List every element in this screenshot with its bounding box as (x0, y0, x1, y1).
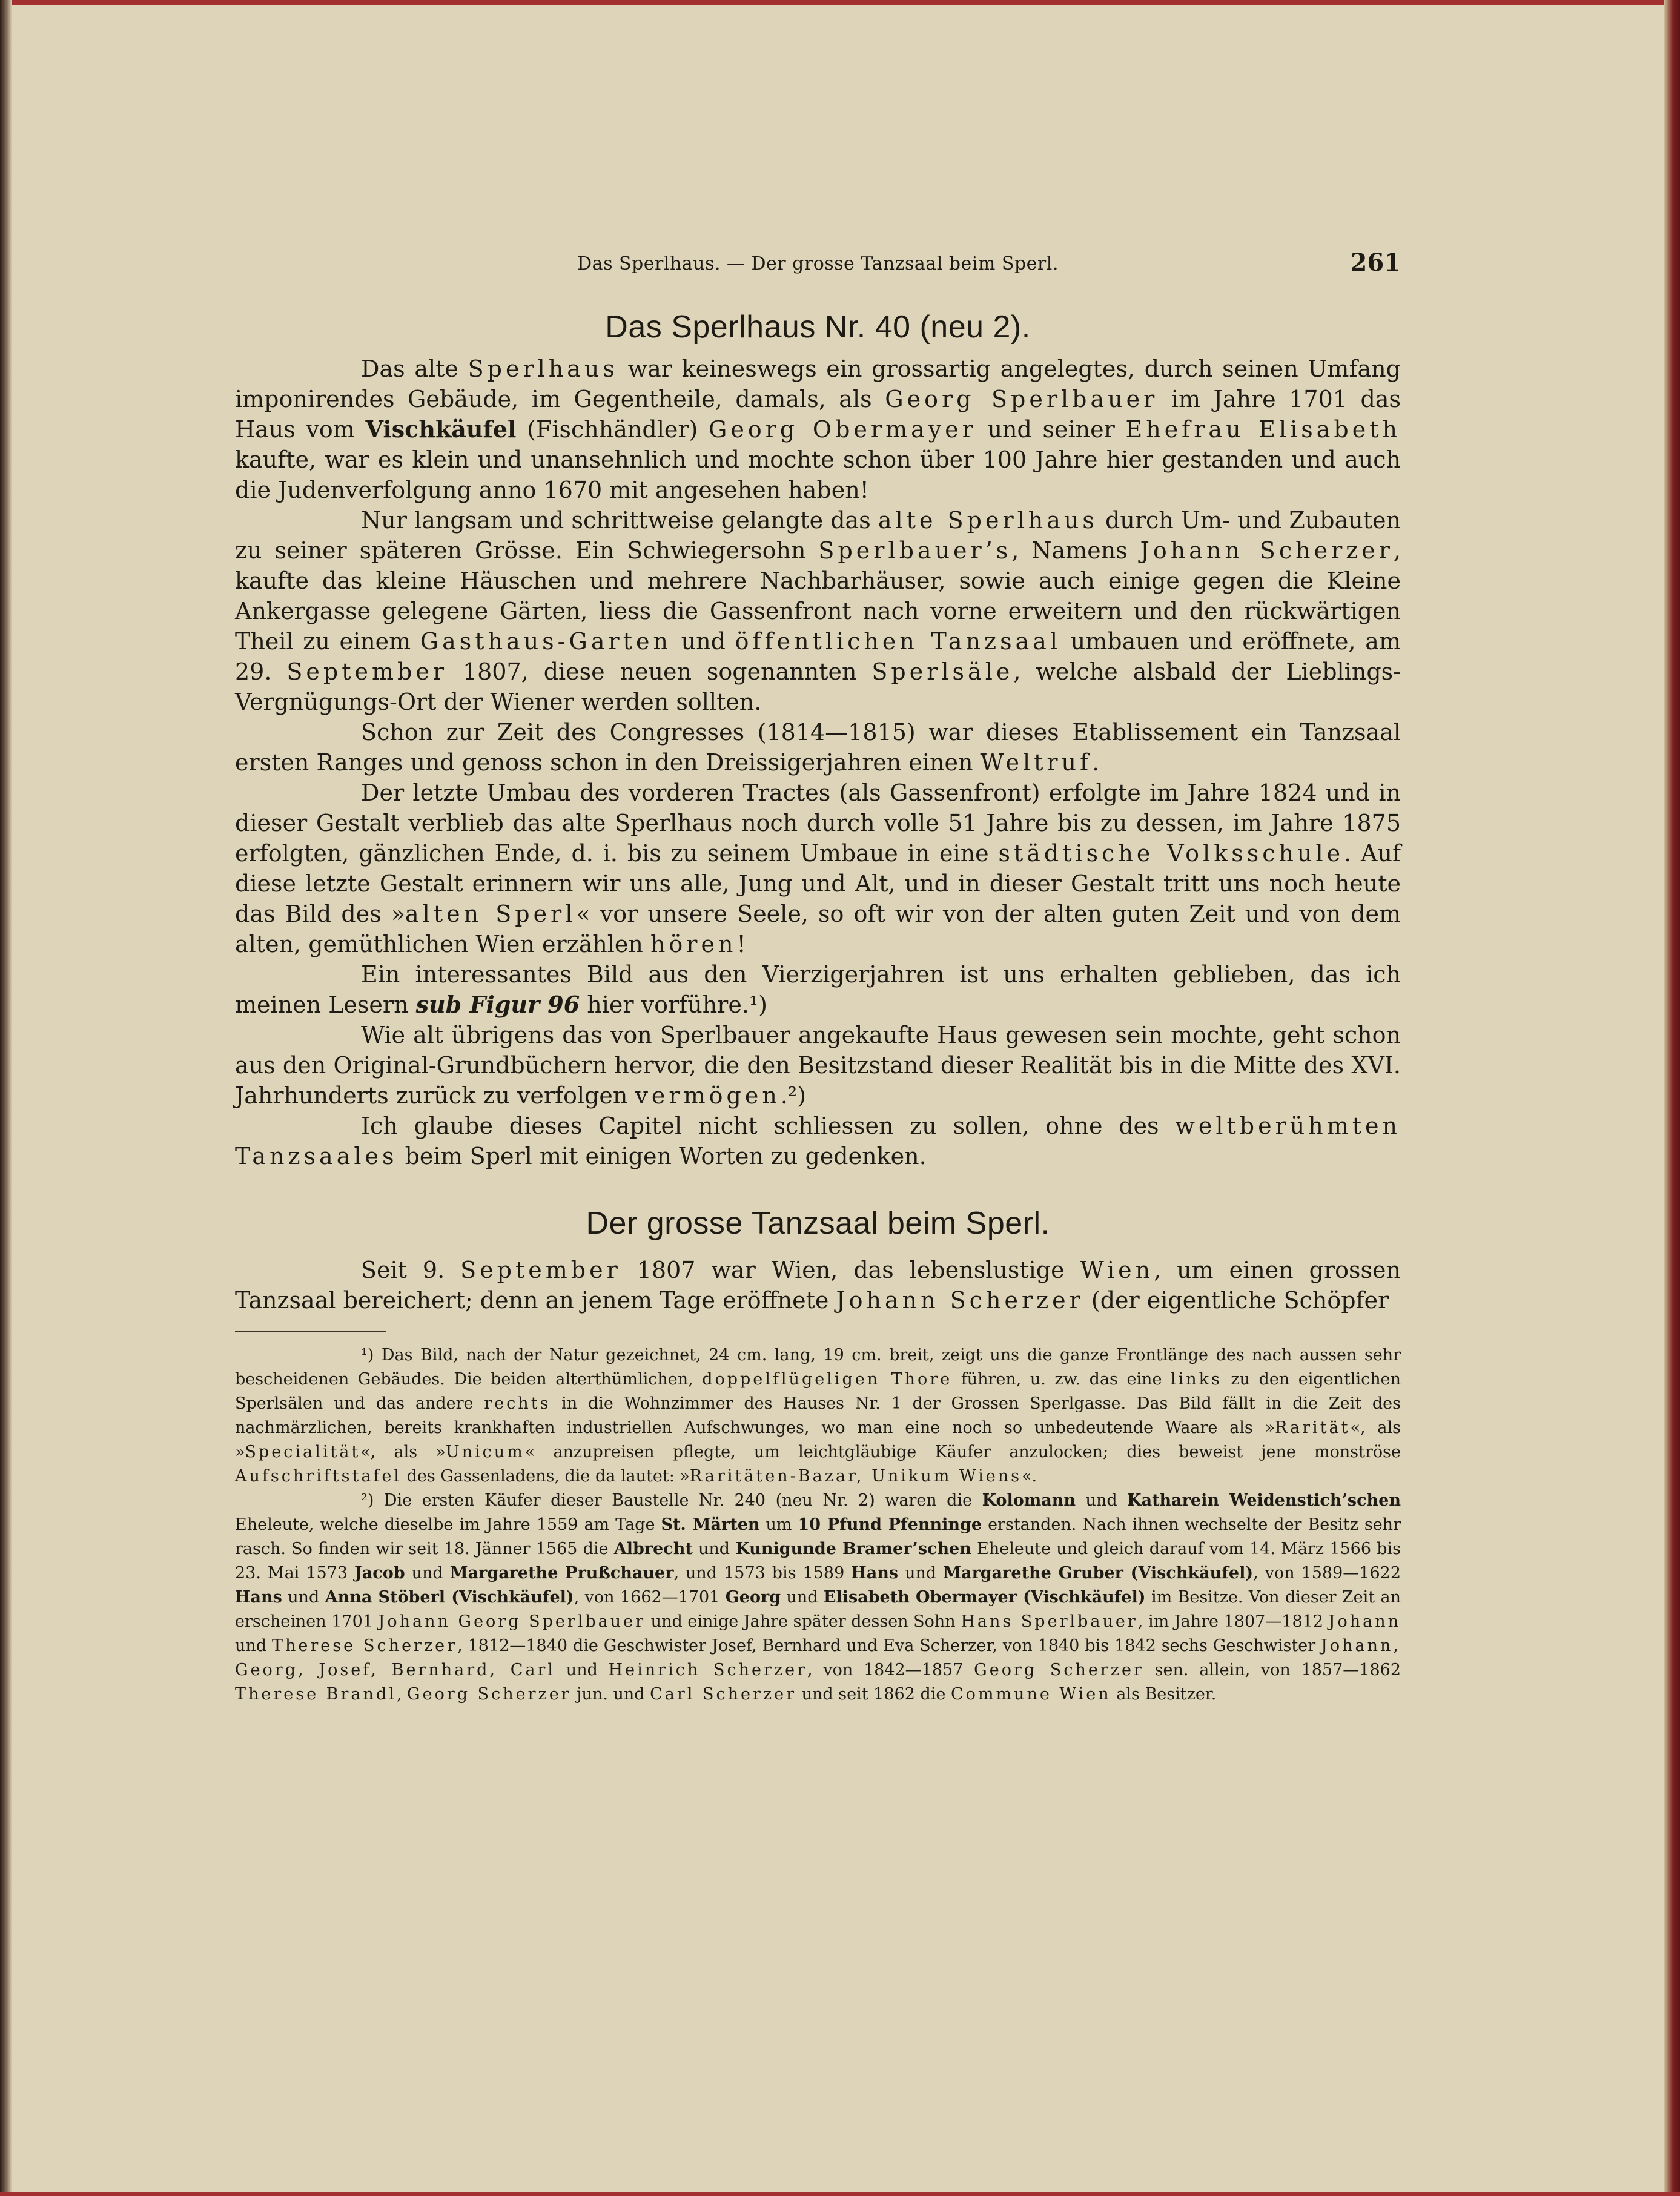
text-run: , kaufte das kleine Häuschen und mehrere Nachbarhäuser, sowie auch einige gegen die Kleine Ankergasse gelegene Gärten, liess die Gassenfront nach vorne erweitern und den rückwärtigen Theil zu einem (235, 537, 1401, 655)
text-run: , Namens (1011, 537, 1140, 564)
footnote-rule (235, 1331, 386, 1332)
text-run: , welche alsbald der Lieblings-Vergnügungs-Ort der Wiener werden sollten. (235, 658, 1401, 715)
text-run: , von 1842—1857 (807, 1661, 974, 1679)
footnote (235, 1343, 1401, 1489)
text-run: «, als » (235, 1418, 1401, 1461)
text-run: und seit 1862 die (796, 1685, 951, 1704)
spaced-emphasis: Georg Obermayer (709, 416, 977, 443)
body-paragraph (235, 1020, 1401, 1111)
text-run: ! (736, 931, 746, 957)
text-run: Der letzte Umbau des vorderen Tractes (als Gassenfront) erfolgte im Jahre 1824 und in dieser Gestalt verblieb das alte Sperlhaus noch durch volle 51 Jahre bis zu dessen, im Jahre 1875 erfolgten, gänzlichen Ende, d. i. bis zu seinem Umbaue in eine (235, 779, 1401, 867)
spaced-emphasis: vermögen (635, 1082, 781, 1109)
body-paragraph (235, 1111, 1401, 1171)
text-run: jun. und (571, 1685, 650, 1704)
spaced-emphasis: Georg Sperlbauer (885, 386, 1159, 412)
page-top-edge (0, 0, 1680, 5)
text-run: Das alte (361, 356, 468, 382)
text-run: , im Jahre 1807—1812 (1137, 1612, 1329, 1631)
fraktur-name: Georg (725, 1588, 781, 1607)
text-run: Nur langsam und schrittweise gelangte das (361, 507, 878, 534)
text-run: im Besitze. Von dieser Zeit an erscheinen 1701 (235, 1588, 1401, 1631)
text-run: und (555, 1661, 609, 1679)
spaced-emphasis: Weltruf (980, 749, 1093, 776)
section-heading: Der grosse Tanzsaal beim Sperl. (586, 1206, 1050, 1241)
fraktur-name: Vischkäufel (365, 415, 517, 443)
text-run: erstanden. Nach ihnen wechselte der Besitz sehr rasch. So finden wir seit 18. Jänner 1565 die (235, 1515, 1401, 1558)
text-run: und (898, 1564, 944, 1583)
text-run: Schon zur Zeit des Congresses (1814—1815) war dieses Etablissement ein Tanzsaal ersten Ranges und genoss schon in den Dreissigerjahren einen (235, 719, 1401, 776)
running-title: Das Sperlhaus. — Der grosse Tanzsaal beim Sperl. (577, 253, 1059, 274)
fraktur-name: Hans (851, 1564, 899, 1583)
spaced-emphasis: hören (650, 931, 737, 957)
fraktur-name: Kolomann (982, 1491, 1076, 1510)
text-run: «. (1022, 1467, 1037, 1486)
text-run: Eheleute, welche dieselbe im Jahre 1559 am Tage (235, 1515, 661, 1534)
page-number: 261 (1350, 248, 1401, 277)
text-run: 1807, diese neuen sogenannten (448, 658, 872, 685)
text-run: und (671, 628, 735, 655)
fraktur-name: Hans (235, 1588, 282, 1607)
text-run: , um einen grossen Tanzsaal bereichert; denn an jenem Tage eröffnete (235, 1257, 1401, 1314)
fraktur-name: Jacob (354, 1564, 405, 1583)
text-run: führen, u. zw. das eine (952, 1370, 1171, 1389)
section-heading: Das Sperlhaus Nr. 40 (neu 2). (605, 309, 1031, 345)
fraktur-name: Elisabeth Obermayer (Vischkäufel) (823, 1588, 1146, 1607)
spaced-emphasis: Specialität (245, 1443, 361, 1461)
figure-reference: sub Figur 96 (415, 991, 580, 1018)
spaced-emphasis: September (286, 658, 448, 685)
text-run: im Jahre 1701 das Haus vom (235, 386, 1401, 443)
fraktur-name: Katharein Weidenstich’schen (1127, 1491, 1401, 1510)
running-head (235, 248, 1401, 291)
text-run: . Auf diese letzte Gestalt erinnern wir uns alle, Jung und Alt, und in dieser Gestalt tritt uns noch heute das Bild des » (235, 840, 1401, 927)
spaced-emphasis: Rarität (1275, 1418, 1351, 1437)
spaced-emphasis: Therese Brandl (235, 1685, 397, 1704)
text-run: Wie alt übrigens das von Sperlbauer angekaufte Haus gewesen sein mochte, geht schon aus den Original-Grundbüchern hervor, die den Besitzstand dieser Realität bis in die Mitte des XVI. Jahrhunderts zurück zu verfolgen (235, 1022, 1401, 1109)
spaced-emphasis: Ehefrau Elisabeth (1125, 416, 1401, 443)
text-run: umbauen und eröffnete, am 29. (235, 628, 1401, 685)
spaced-emphasis: Georg Scherzer (407, 1685, 572, 1704)
spaced-emphasis: Aufschriftstafel (235, 1467, 402, 1486)
text-run: , von 1662—1701 (574, 1588, 726, 1607)
body-paragraph (235, 717, 1401, 778)
page-bottom-edge (0, 2192, 1680, 2196)
text-run: (Fischhändler) (516, 416, 709, 443)
spaced-emphasis: Johann (1328, 1612, 1401, 1631)
spaced-emphasis: Johann Scherzer (836, 1287, 1084, 1314)
text-run: «, als » (360, 1443, 446, 1461)
text-run: war keineswegs ein grossartig angelegtes, durch seinen Umfang imponirendes Gebäude, im Gegentheile, damals, als (235, 356, 1401, 412)
text-run: des Gassenladens, die da lautet: » (402, 1467, 690, 1486)
text-run: und (282, 1588, 325, 1607)
text-run: .²) (780, 1082, 806, 1109)
body-paragraph (235, 1255, 1401, 1315)
text-run: zu den eigentlichen Sperlsälen und das andere (235, 1370, 1401, 1413)
text-run: ²) Die ersten Käufer dieser Baustelle Nr. 240 (neu Nr. 2) waren die (361, 1491, 982, 1510)
spaced-emphasis: Commune Wien (950, 1685, 1111, 1704)
fraktur-name: St. Märten (661, 1515, 760, 1534)
article-body (235, 309, 1401, 1315)
text-run: Seit 9. (361, 1257, 461, 1283)
text-run: und seiner (976, 416, 1126, 443)
text-run: und (1076, 1491, 1128, 1510)
text-run: 1807 war Wien, das lebenslustige (621, 1257, 1080, 1283)
text-run: . (1092, 749, 1100, 776)
text-run: hier vorführe.¹) (580, 991, 767, 1018)
spaced-emphasis: Johann Georg Sperlbauer (378, 1612, 646, 1631)
spaced-emphasis: alte Sperlhaus (878, 507, 1098, 534)
spaced-emphasis: Sperlsäle (871, 658, 1014, 685)
text-run: und (405, 1564, 450, 1583)
fraktur-name: Margarethe Prußchauer (449, 1564, 674, 1583)
body-paragraph (235, 778, 1401, 959)
spaced-emphasis: städtische Volksschule (998, 840, 1344, 867)
spaced-emphasis: Carl Scherzer (650, 1685, 797, 1704)
text-run: « vor unsere Seele, so oft wir von der alten guten Zeit und von dem alten, gemüthlichen Wien erzählen (235, 901, 1401, 957)
spaced-emphasis: Wien (1080, 1257, 1154, 1283)
spaced-emphasis: alten Sperl (405, 901, 577, 927)
spaced-emphasis: Unicum (445, 1443, 525, 1461)
spaced-emphasis: öffentlichen Tanzsaal (735, 628, 1062, 655)
text-run: , (396, 1685, 408, 1704)
binding-edge (0, 0, 12, 2196)
text-run: und einige Jahre später dessen Sohn (646, 1612, 961, 1631)
text-run: ¹) Das Bild, nach der Natur gezeichnet, 24 cm. lang, 19 cm. breit, zeigt uns die ganze Frontlänge des nach aussen sehr bescheidenen Gebäudes. Die beiden alterthümlichen, (235, 1346, 1401, 1389)
text-run: Ich glaube dieses Capitel nicht schliessen zu sollen, ohne des (361, 1113, 1176, 1139)
spaced-emphasis: Therese Scherzer (272, 1636, 458, 1655)
text-run: , 1812—1840 die Geschwister Josef, Bernhard und Eva Scherzer, von 1840 bis 1842 sechs Geschwister (457, 1636, 1321, 1655)
text-run: und (781, 1588, 824, 1607)
spaced-emphasis: rechts (484, 1394, 551, 1413)
text-run: « anzupreisen pflegte, um leichtgläubige Käufer anzulocken; dies beweist jene monströse (524, 1443, 1401, 1461)
text-run: um (759, 1515, 798, 1534)
spaced-emphasis: September (460, 1257, 621, 1283)
text-run: kaufte, war es klein und unansehnlich und mochte schon über 100 Jahre hier gestanden und auch die Judenverfolgung anno 1670 mit angesehen haben! (235, 446, 1401, 503)
text-run: Ein interessantes Bild aus den Vierzigerjahren ist uns erhalten geblieben, das ich meinen Lesern (235, 961, 1401, 1018)
text-run: , und 1573 bis 1589 (673, 1564, 852, 1583)
spaced-emphasis: Sperlbauer’s (818, 537, 1012, 564)
text-run: als Besitzer. (1111, 1685, 1217, 1704)
text-run: durch Um- und Zubauten zu seiner späteren Grösse. Ein Schwiegersohn (235, 507, 1401, 564)
spaced-emphasis: Johann, Georg, Josef, Bernhard, Carl (235, 1636, 1401, 1679)
spaced-emphasis: Heinrich Scherzer (608, 1661, 807, 1679)
spaced-emphasis: weltberühmten Tanzsaales (235, 1113, 1401, 1169)
spaced-emphasis: Raritäten-Bazar, Unikum Wiens (689, 1467, 1022, 1486)
spaced-emphasis: Sperlhaus (468, 356, 618, 382)
spaced-emphasis: Georg Scherzer (974, 1661, 1144, 1679)
fraktur-name: Anna Stöberl (Vischkäufel) (325, 1588, 574, 1607)
spaced-emphasis: doppelflügeligen Thore (702, 1370, 953, 1389)
text-run: sen. allein, von 1857—1862 (1143, 1661, 1401, 1679)
text-run: Eheleute und gleich darauf vom 14. März 1566 bis 23. Mai 1573 (235, 1540, 1401, 1583)
fraktur-name: 10 Pfund Pfenninge (798, 1515, 982, 1534)
body-paragraph (235, 354, 1401, 505)
body-paragraph (235, 505, 1401, 717)
footnotes (235, 1343, 1401, 1707)
spaced-emphasis: Gasthaus-Garten (420, 628, 672, 655)
spaced-emphasis: Johann Scherzer (1140, 537, 1394, 564)
fraktur-name: Margarethe Gruber (Vischkäufel) (943, 1564, 1254, 1583)
body-paragraph (235, 959, 1401, 1020)
footnote (235, 1489, 1401, 1707)
spaced-emphasis: links (1170, 1370, 1222, 1389)
fraktur-name: Albrecht (613, 1540, 693, 1558)
spaced-emphasis: Hans Sperlbauer (961, 1612, 1138, 1631)
text-run: und (692, 1540, 736, 1558)
text-run: , von 1589—1622 (1253, 1564, 1401, 1583)
text-run: beim Sperl mit einigen Worten zu gedenken. (397, 1143, 927, 1169)
page-content (235, 248, 1401, 1707)
text-run: und (235, 1636, 273, 1655)
text-run: (der eigentliche Schöpfer (1083, 1287, 1389, 1314)
fraktur-name: Kunigunde Bramer’schen (735, 1540, 971, 1558)
page-fore-edge (1664, 0, 1680, 2196)
text-run: in die Wohnzimmer des Hauses Nr. 1 der Grossen Sperlgasse. Das Bild fällt in die Zeit des nachmärzlichen, bereits krankhaften industriellen Aufschwunges, wo man eine noch so unbedeutende Waare als » (235, 1394, 1401, 1437)
